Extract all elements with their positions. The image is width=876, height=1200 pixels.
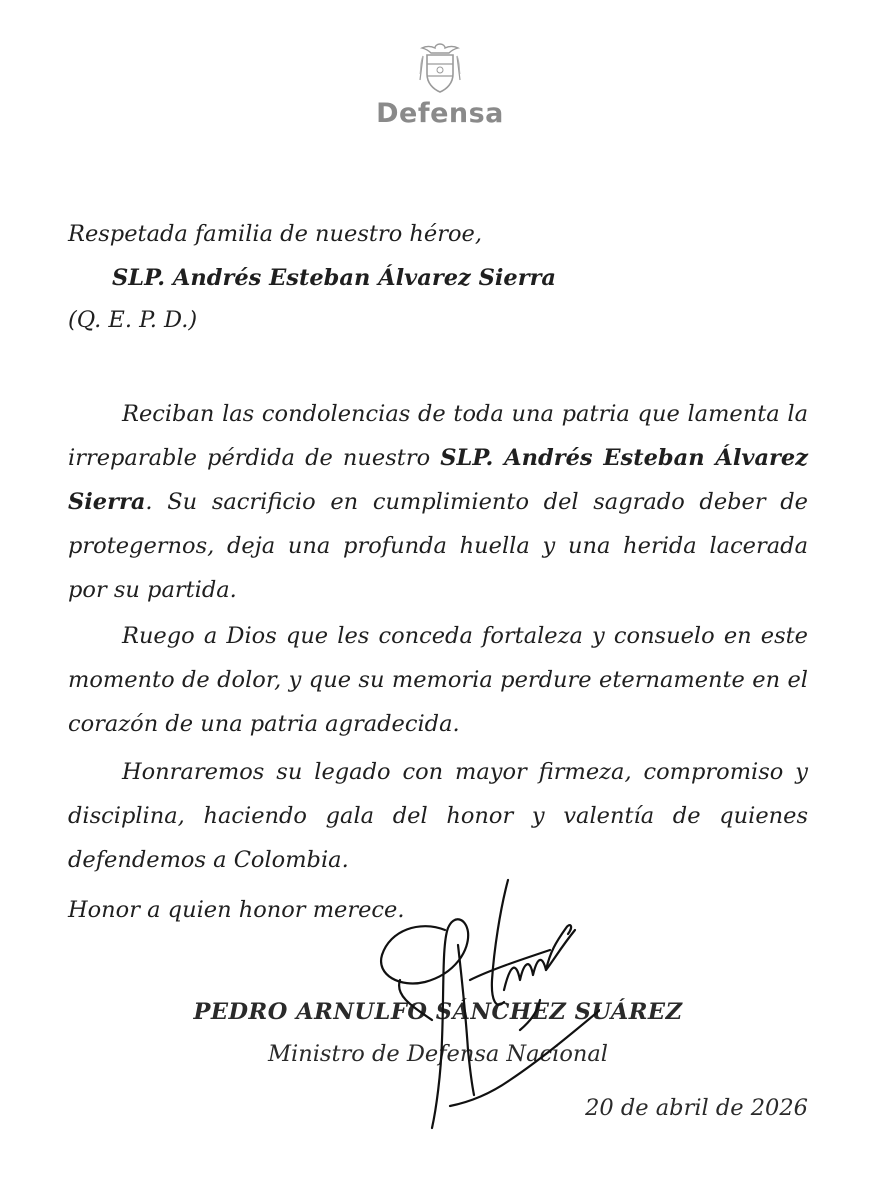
qepd-line: (Q. E. P. D.) bbox=[68, 307, 198, 333]
coat-of-arms-icon bbox=[417, 40, 463, 96]
signer-title: Ministro de Defensa Nacional bbox=[268, 1041, 608, 1067]
closing-line: Honor a quien honor merece. bbox=[68, 897, 405, 923]
paragraph-legacy: Honraremos su legado con mayor firmeza, compromiso y disciplina, haciendo gala del honor y valentía de quienes defendemos a Colombia. bbox=[68, 759, 808, 873]
logo-text: Defensa bbox=[376, 98, 504, 129]
letter-date: 20 de abril de 2026 bbox=[585, 1095, 808, 1121]
paragraph-prayer: Ruego a Dios que les conceda fortaleza y consuelo en este momento de dolor, y que su memoria perdure eternamente en el corazón de una patria agradecida. bbox=[68, 623, 808, 737]
ministry-logo bbox=[360, 40, 520, 129]
paragraph-condolences bbox=[68, 392, 808, 612]
honoree-name: SLP. Andrés Esteban Álvarez Sierra bbox=[112, 265, 557, 291]
salutation-line: Respetada familia de nuestro héroe, bbox=[68, 221, 482, 247]
signer-name: PEDRO ARNULFO SÁNCHEZ SUÁREZ bbox=[193, 999, 683, 1025]
paragraph-text: Reciban las condolencias de toda una patria que lamenta la irreparable pérdida de nuestro bbox=[68, 401, 808, 471]
paragraph-text: . Su sacrificio en cumplimiento del sagrado deber de protegernos, deja una profunda huella y una herida lacerada por su partida. bbox=[68, 489, 808, 603]
honoree-name-inline: SLP. Andrés Esteban Álvarez Sierra bbox=[68, 445, 808, 515]
